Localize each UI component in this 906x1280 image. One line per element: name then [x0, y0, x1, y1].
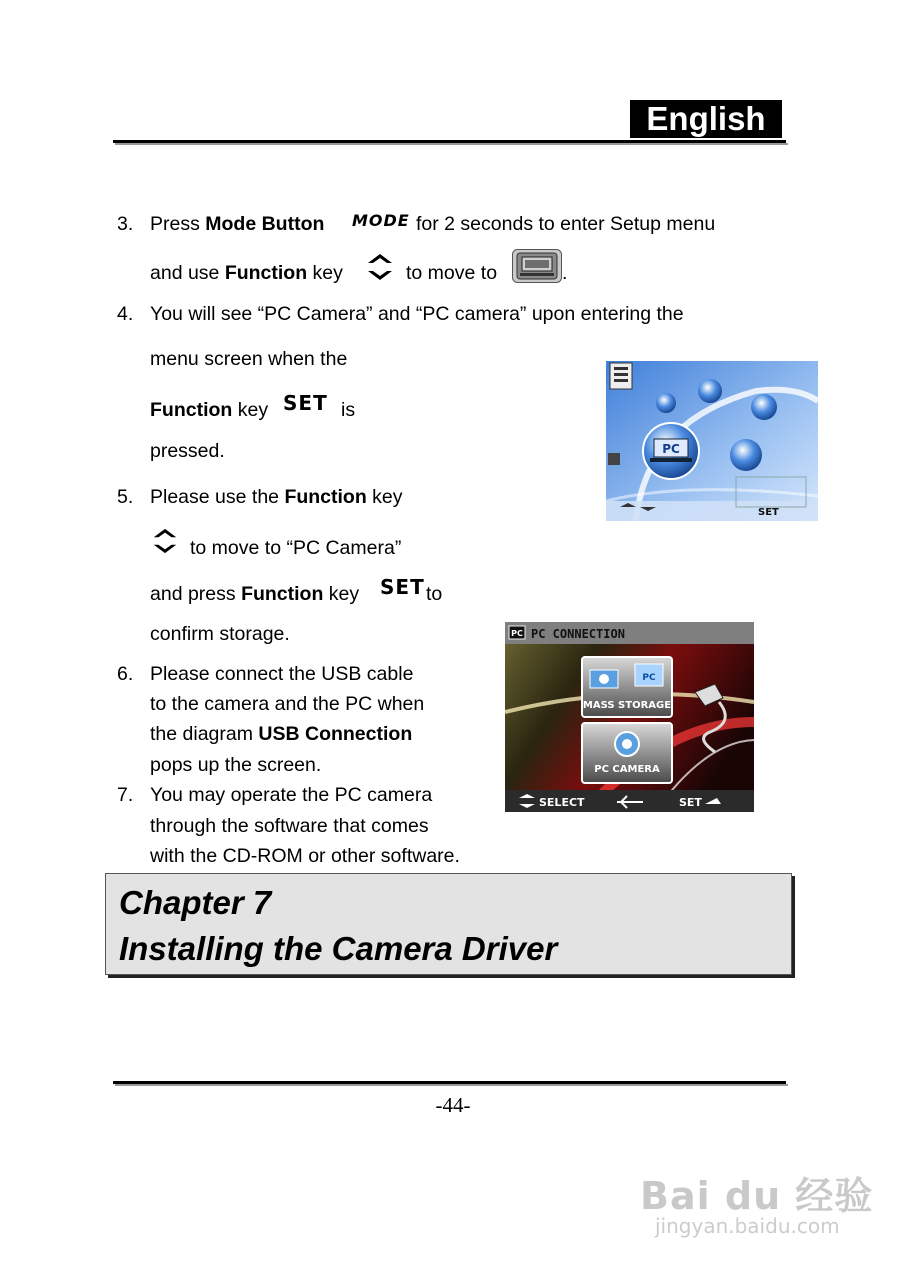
mass-storage-option: MASS STORAGE — [582, 700, 672, 711]
footer-rule-shadow — [115, 1084, 788, 1086]
page-number: -44- — [435, 1093, 471, 1117]
step-3-line-1: Press Mode Button — [150, 213, 325, 235]
step-5-line-3-end: to — [426, 583, 443, 605]
pc-menu-label: PC — [662, 442, 680, 456]
step-4-line-3-end: is — [341, 399, 356, 421]
step-6-line-2: to the camera and the PC when — [150, 693, 425, 715]
header-rule-shadow — [115, 143, 788, 145]
up-down-arrows-icon — [365, 252, 395, 287]
step-3-line-2: and use Function key — [150, 262, 343, 284]
step-5-line-1: Please use the Function key — [150, 486, 403, 508]
step-6-line-4: pops up the screen. — [150, 754, 322, 776]
setup-menu-screenshot — [606, 361, 818, 521]
set-label: SET — [679, 796, 702, 809]
step-3-period: . — [562, 262, 568, 284]
language-badge: English — [630, 100, 782, 138]
set-menu-label: SET — [758, 507, 779, 518]
step-4-line-3: Function key — [150, 399, 269, 421]
select-label: SELECT — [539, 796, 585, 809]
step-4-line-2: menu screen when the — [150, 348, 348, 370]
pc-camera-option: PC CAMERA — [594, 764, 660, 775]
pc-menu-icon — [512, 249, 562, 283]
up-down-arrows-icon — [151, 526, 179, 561]
step-6-line-3: the diagram USB Connection — [150, 723, 413, 745]
step-7-line-1: You may operate the PC camera — [150, 784, 433, 806]
step-6-line-1: Please connect the USB cable — [150, 663, 414, 685]
pc-connection-screenshot — [505, 622, 754, 812]
step-number: 6. — [117, 663, 134, 685]
step-number: 4. — [117, 303, 134, 325]
step-3-line-2-end: to move to — [406, 262, 498, 284]
step-4-line-4: pressed. — [150, 440, 225, 462]
baidu-watermark-url: jingyan.baidu.com — [655, 1214, 840, 1238]
mass-storage-badge: PC — [642, 673, 656, 683]
step-5-line-3: and press Function key — [150, 583, 360, 605]
step-number: 5. — [117, 486, 134, 508]
step-5-line-4: confirm storage. — [150, 623, 290, 645]
baidu-watermark: Bai du 经验 — [640, 1174, 874, 1218]
step-number: 7. — [117, 784, 134, 806]
set-key-icon: SET — [283, 391, 328, 415]
chapter-heading-box — [105, 873, 792, 975]
step-5-line-2: to move to “PC Camera” — [190, 537, 402, 559]
chapter-number: Chapter 7 — [119, 884, 272, 921]
step-7-line-2: through the software that comes — [150, 815, 429, 837]
set-key-icon: SET — [380, 575, 425, 599]
pc-connection-title-badge: PC — [511, 629, 523, 638]
mode-button-icon: MODE — [352, 211, 410, 230]
step-7-line-3: with the CD-ROM or other software. — [150, 845, 460, 867]
step-3-line-1-end: for 2 seconds to enter Setup menu — [416, 213, 716, 235]
step-4-line-1: You will see “PC Camera” and “PC camera” upon entering the — [150, 303, 684, 325]
chapter-title: Installing the Camera Driver — [119, 930, 558, 967]
step-number: 3. — [117, 213, 134, 235]
pc-connection-title: PC CONNECTION — [531, 627, 625, 641]
